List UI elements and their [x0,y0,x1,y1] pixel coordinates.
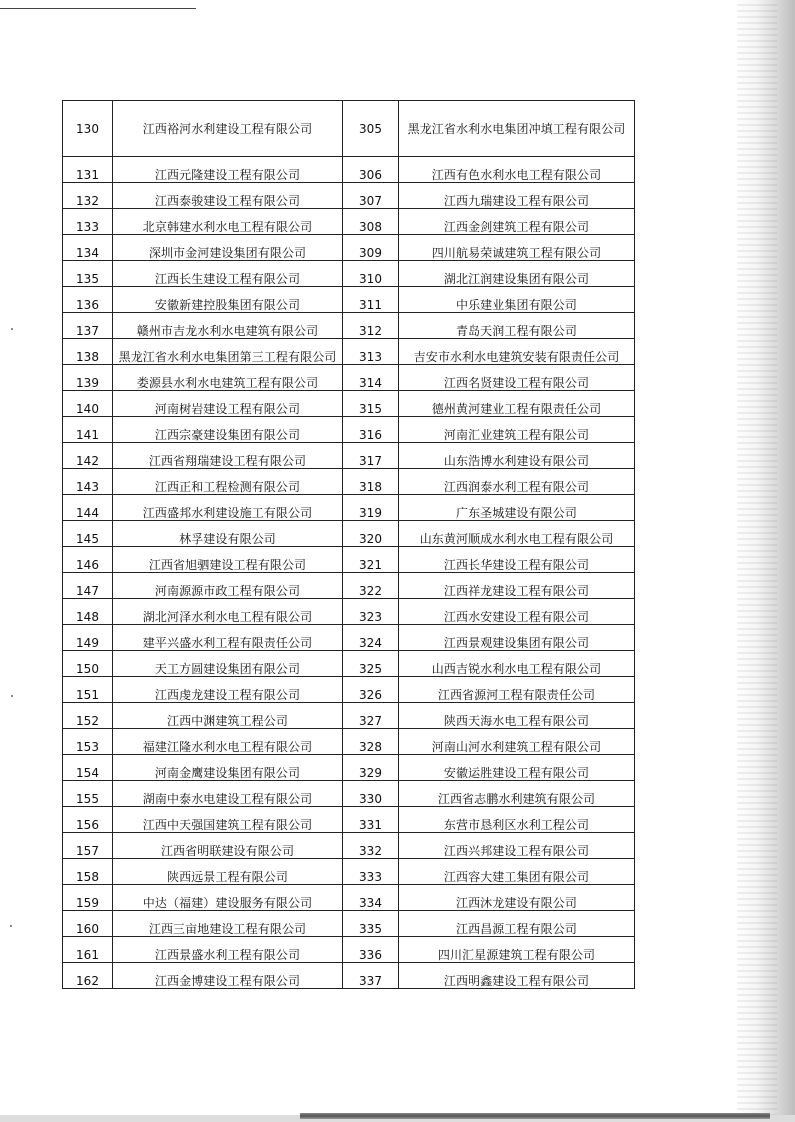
table-row [63,391,635,417]
table-row [63,963,635,989]
left-company-name-cell: 江西正和工程检测有限公司 [113,469,343,495]
left-number-cell: 149 [63,625,113,651]
right-number-cell: 335 [343,911,399,937]
left-company-name-cell: 江西省明联建设有限公司 [113,833,343,859]
right-company-name-cell: 江西长华建设工程有限公司 [399,547,635,573]
right-company-name-cell: 江西润泰水利工程有限公司 [399,469,635,495]
left-company-name-cell: 江西三亩地建设工程有限公司 [113,911,343,937]
left-number-cell: 131 [63,157,113,183]
table-row [63,651,635,677]
left-number-cell: 161 [63,937,113,963]
left-number-cell: 155 [63,781,113,807]
right-number-cell: 314 [343,365,399,391]
right-company-name-cell: 江西九瑞建设工程有限公司 [399,183,635,209]
left-company-name-cell: 黑龙江省水利水电集团第三工程有限公司 [113,339,343,365]
right-company-name-cell: 东营市恳利区水利工程公司 [399,807,635,833]
table-row [63,677,635,703]
right-company-name-cell: 黑龙江省水利水电集团冲填工程有限公司 [399,101,635,157]
table-row [63,261,635,287]
company-list-body [63,101,635,989]
right-number-cell: 328 [343,729,399,755]
right-number-cell: 311 [343,287,399,313]
right-company-name-cell: 江西沐龙建设有限公司 [399,885,635,911]
scan-speck [11,328,13,330]
left-number-cell: 159 [63,885,113,911]
scan-noise-right [737,0,777,1122]
left-number-cell: 134 [63,235,113,261]
left-company-name-cell: 中达（福建）建设服务有限公司 [113,885,343,911]
right-company-name-cell: 湖北江润建设集团有限公司 [399,261,635,287]
table-row [63,235,635,261]
right-number-cell: 327 [343,703,399,729]
left-number-cell: 150 [63,651,113,677]
left-company-name-cell: 湖南中泰水电建设工程有限公司 [113,781,343,807]
left-number-cell: 152 [63,703,113,729]
table-row [63,573,635,599]
left-number-cell: 130 [63,101,113,157]
right-number-cell: 321 [343,547,399,573]
table-row [63,209,635,235]
right-number-cell: 309 [343,235,399,261]
left-company-name-cell: 河南树岩建设工程有限公司 [113,391,343,417]
right-company-name-cell: 河南山河水利建筑工程有限公司 [399,729,635,755]
right-company-name-cell: 江西水安建设工程有限公司 [399,599,635,625]
right-company-name-cell: 江西昌源工程有限公司 [399,911,635,937]
scan-shadow-bottom [300,1113,770,1119]
company-list-table [62,100,635,989]
left-number-cell: 157 [63,833,113,859]
left-number-cell: 156 [63,807,113,833]
right-company-name-cell: 江西兴邦建设工程有限公司 [399,833,635,859]
right-number-cell: 331 [343,807,399,833]
left-number-cell: 132 [63,183,113,209]
right-number-cell: 312 [343,313,399,339]
left-company-name-cell: 深圳市金河建设集团有限公司 [113,235,343,261]
right-company-name-cell: 江西祥龙建设工程有限公司 [399,573,635,599]
left-company-name-cell: 江西盛邦水利建设施工有限公司 [113,495,343,521]
left-company-name-cell: 江西中天强国建筑工程有限公司 [113,807,343,833]
table-row [63,599,635,625]
left-company-name-cell: 江西省翔瑞建设工程有限公司 [113,443,343,469]
left-company-name-cell: 河南源源市政工程有限公司 [113,573,343,599]
right-number-cell: 308 [343,209,399,235]
right-number-cell: 333 [343,859,399,885]
right-number-cell: 306 [343,157,399,183]
left-company-name-cell: 江西裕河水利建设工程有限公司 [113,101,343,157]
right-number-cell: 337 [343,963,399,989]
table-row [63,183,635,209]
right-number-cell: 332 [343,833,399,859]
left-number-cell: 146 [63,547,113,573]
table-row [63,859,635,885]
left-company-name-cell: 河南金鹰建设集团有限公司 [113,755,343,781]
left-company-name-cell: 天工方圆建设集团有限公司 [113,651,343,677]
right-company-name-cell: 四川汇星源建筑工程有限公司 [399,937,635,963]
right-number-cell: 325 [343,651,399,677]
right-company-name-cell: 江西金剑建筑工程有限公司 [399,209,635,235]
scan-speck [11,695,13,697]
left-number-cell: 162 [63,963,113,989]
right-company-name-cell: 四川航易荣诚建筑工程有限公司 [399,235,635,261]
left-company-name-cell: 江西长生建设工程有限公司 [113,261,343,287]
right-number-cell: 322 [343,573,399,599]
right-company-name-cell: 德州黄河建业工程有限责任公司 [399,391,635,417]
right-number-cell: 320 [343,521,399,547]
table-row [63,937,635,963]
table-row [63,807,635,833]
right-company-name-cell: 安徽运胜建设工程有限公司 [399,755,635,781]
right-number-cell: 323 [343,599,399,625]
left-number-cell: 158 [63,859,113,885]
left-company-name-cell: 江西泰骏建设工程有限公司 [113,183,343,209]
table-row [63,417,635,443]
table-row [63,703,635,729]
table-row [63,313,635,339]
right-company-name-cell: 陕西天海水电工程有限公司 [399,703,635,729]
right-number-cell: 334 [343,885,399,911]
left-company-name-cell: 娄源县水利水电建筑工程有限公司 [113,365,343,391]
right-number-cell: 313 [343,339,399,365]
left-number-cell: 160 [63,911,113,937]
table-row [63,521,635,547]
left-company-name-cell: 安徽新建控股集团有限公司 [113,287,343,313]
left-number-cell: 151 [63,677,113,703]
right-number-cell: 316 [343,417,399,443]
right-number-cell: 329 [343,755,399,781]
left-number-cell: 154 [63,755,113,781]
left-company-name-cell: 江西虔龙建设工程有限公司 [113,677,343,703]
left-number-cell: 144 [63,495,113,521]
left-number-cell: 136 [63,287,113,313]
right-company-name-cell: 江西名贤建设工程有限公司 [399,365,635,391]
left-company-name-cell: 建平兴盛水利工程有限责任公司 [113,625,343,651]
table-row [63,443,635,469]
left-number-cell: 141 [63,417,113,443]
left-company-name-cell: 江西宗豪建设集团有限公司 [113,417,343,443]
right-company-name-cell: 江西景观建设集团有限公司 [399,625,635,651]
table-row [63,885,635,911]
table-row [63,287,635,313]
right-company-name-cell: 江西省源河工程有限责任公司 [399,677,635,703]
right-company-name-cell: 江西有色水利水电工程有限公司 [399,157,635,183]
right-company-name-cell: 山西吉锐水利水电工程有限公司 [399,651,635,677]
table-row [63,547,635,573]
left-number-cell: 138 [63,339,113,365]
right-company-name-cell: 河南汇业建筑工程有限公司 [399,417,635,443]
right-company-name-cell: 江西明鑫建设工程有限公司 [399,963,635,989]
scan-speck [10,925,12,927]
left-company-name-cell: 林孚建设有限公司 [113,521,343,547]
table-row [63,781,635,807]
right-number-cell: 336 [343,937,399,963]
left-number-cell: 145 [63,521,113,547]
left-number-cell: 148 [63,599,113,625]
right-company-name-cell: 江西容大建工集团有限公司 [399,859,635,885]
right-company-name-cell: 青岛天润工程有限公司 [399,313,635,339]
left-company-name-cell: 湖北河泽水利水电工程有限公司 [113,599,343,625]
right-company-name-cell: 中乐建业集团有限公司 [399,287,635,313]
table-row [63,365,635,391]
table-row [63,833,635,859]
table-row [63,495,635,521]
right-company-name-cell: 吉安市水利水电建筑安装有限责任公司 [399,339,635,365]
table-row [63,911,635,937]
right-number-cell: 326 [343,677,399,703]
left-company-name-cell: 江西元隆建设工程有限公司 [113,157,343,183]
left-number-cell: 139 [63,365,113,391]
table-row [63,729,635,755]
right-number-cell: 319 [343,495,399,521]
scan-edge-top [0,8,196,9]
left-company-name-cell: 江西中渊建筑工程公司 [113,703,343,729]
left-company-name-cell: 江西景盛水利工程有限公司 [113,937,343,963]
right-company-name-cell: 山东黄河顺成水利水电工程有限公司 [399,521,635,547]
left-company-name-cell: 江西金博建设工程有限公司 [113,963,343,989]
table-row [63,469,635,495]
right-company-name-cell: 山东浩博水利建设有限公司 [399,443,635,469]
right-number-cell: 310 [343,261,399,287]
table-row [63,755,635,781]
left-company-name-cell: 福建江隆水利水电工程有限公司 [113,729,343,755]
right-company-name-cell: 广东圣城建设有限公司 [399,495,635,521]
right-number-cell: 330 [343,781,399,807]
left-company-name-cell: 陕西远景工程有限公司 [113,859,343,885]
left-number-cell: 140 [63,391,113,417]
left-number-cell: 142 [63,443,113,469]
table-row [63,157,635,183]
table-row [63,101,635,157]
right-number-cell: 307 [343,183,399,209]
right-number-cell: 324 [343,625,399,651]
left-company-name-cell: 江西省旭驷建设工程有限公司 [113,547,343,573]
left-number-cell: 147 [63,573,113,599]
right-company-name-cell: 江西省志鹏水利建筑有限公司 [399,781,635,807]
right-number-cell: 318 [343,469,399,495]
table-row [63,625,635,651]
table-row [63,339,635,365]
left-number-cell: 153 [63,729,113,755]
right-number-cell: 305 [343,101,399,157]
right-number-cell: 315 [343,391,399,417]
left-company-name-cell: 赣州市吉龙水利水电建筑有限公司 [113,313,343,339]
left-company-name-cell: 北京韩建水利水电工程有限公司 [113,209,343,235]
left-number-cell: 135 [63,261,113,287]
left-number-cell: 143 [63,469,113,495]
left-number-cell: 133 [63,209,113,235]
right-number-cell: 317 [343,443,399,469]
left-number-cell: 137 [63,313,113,339]
